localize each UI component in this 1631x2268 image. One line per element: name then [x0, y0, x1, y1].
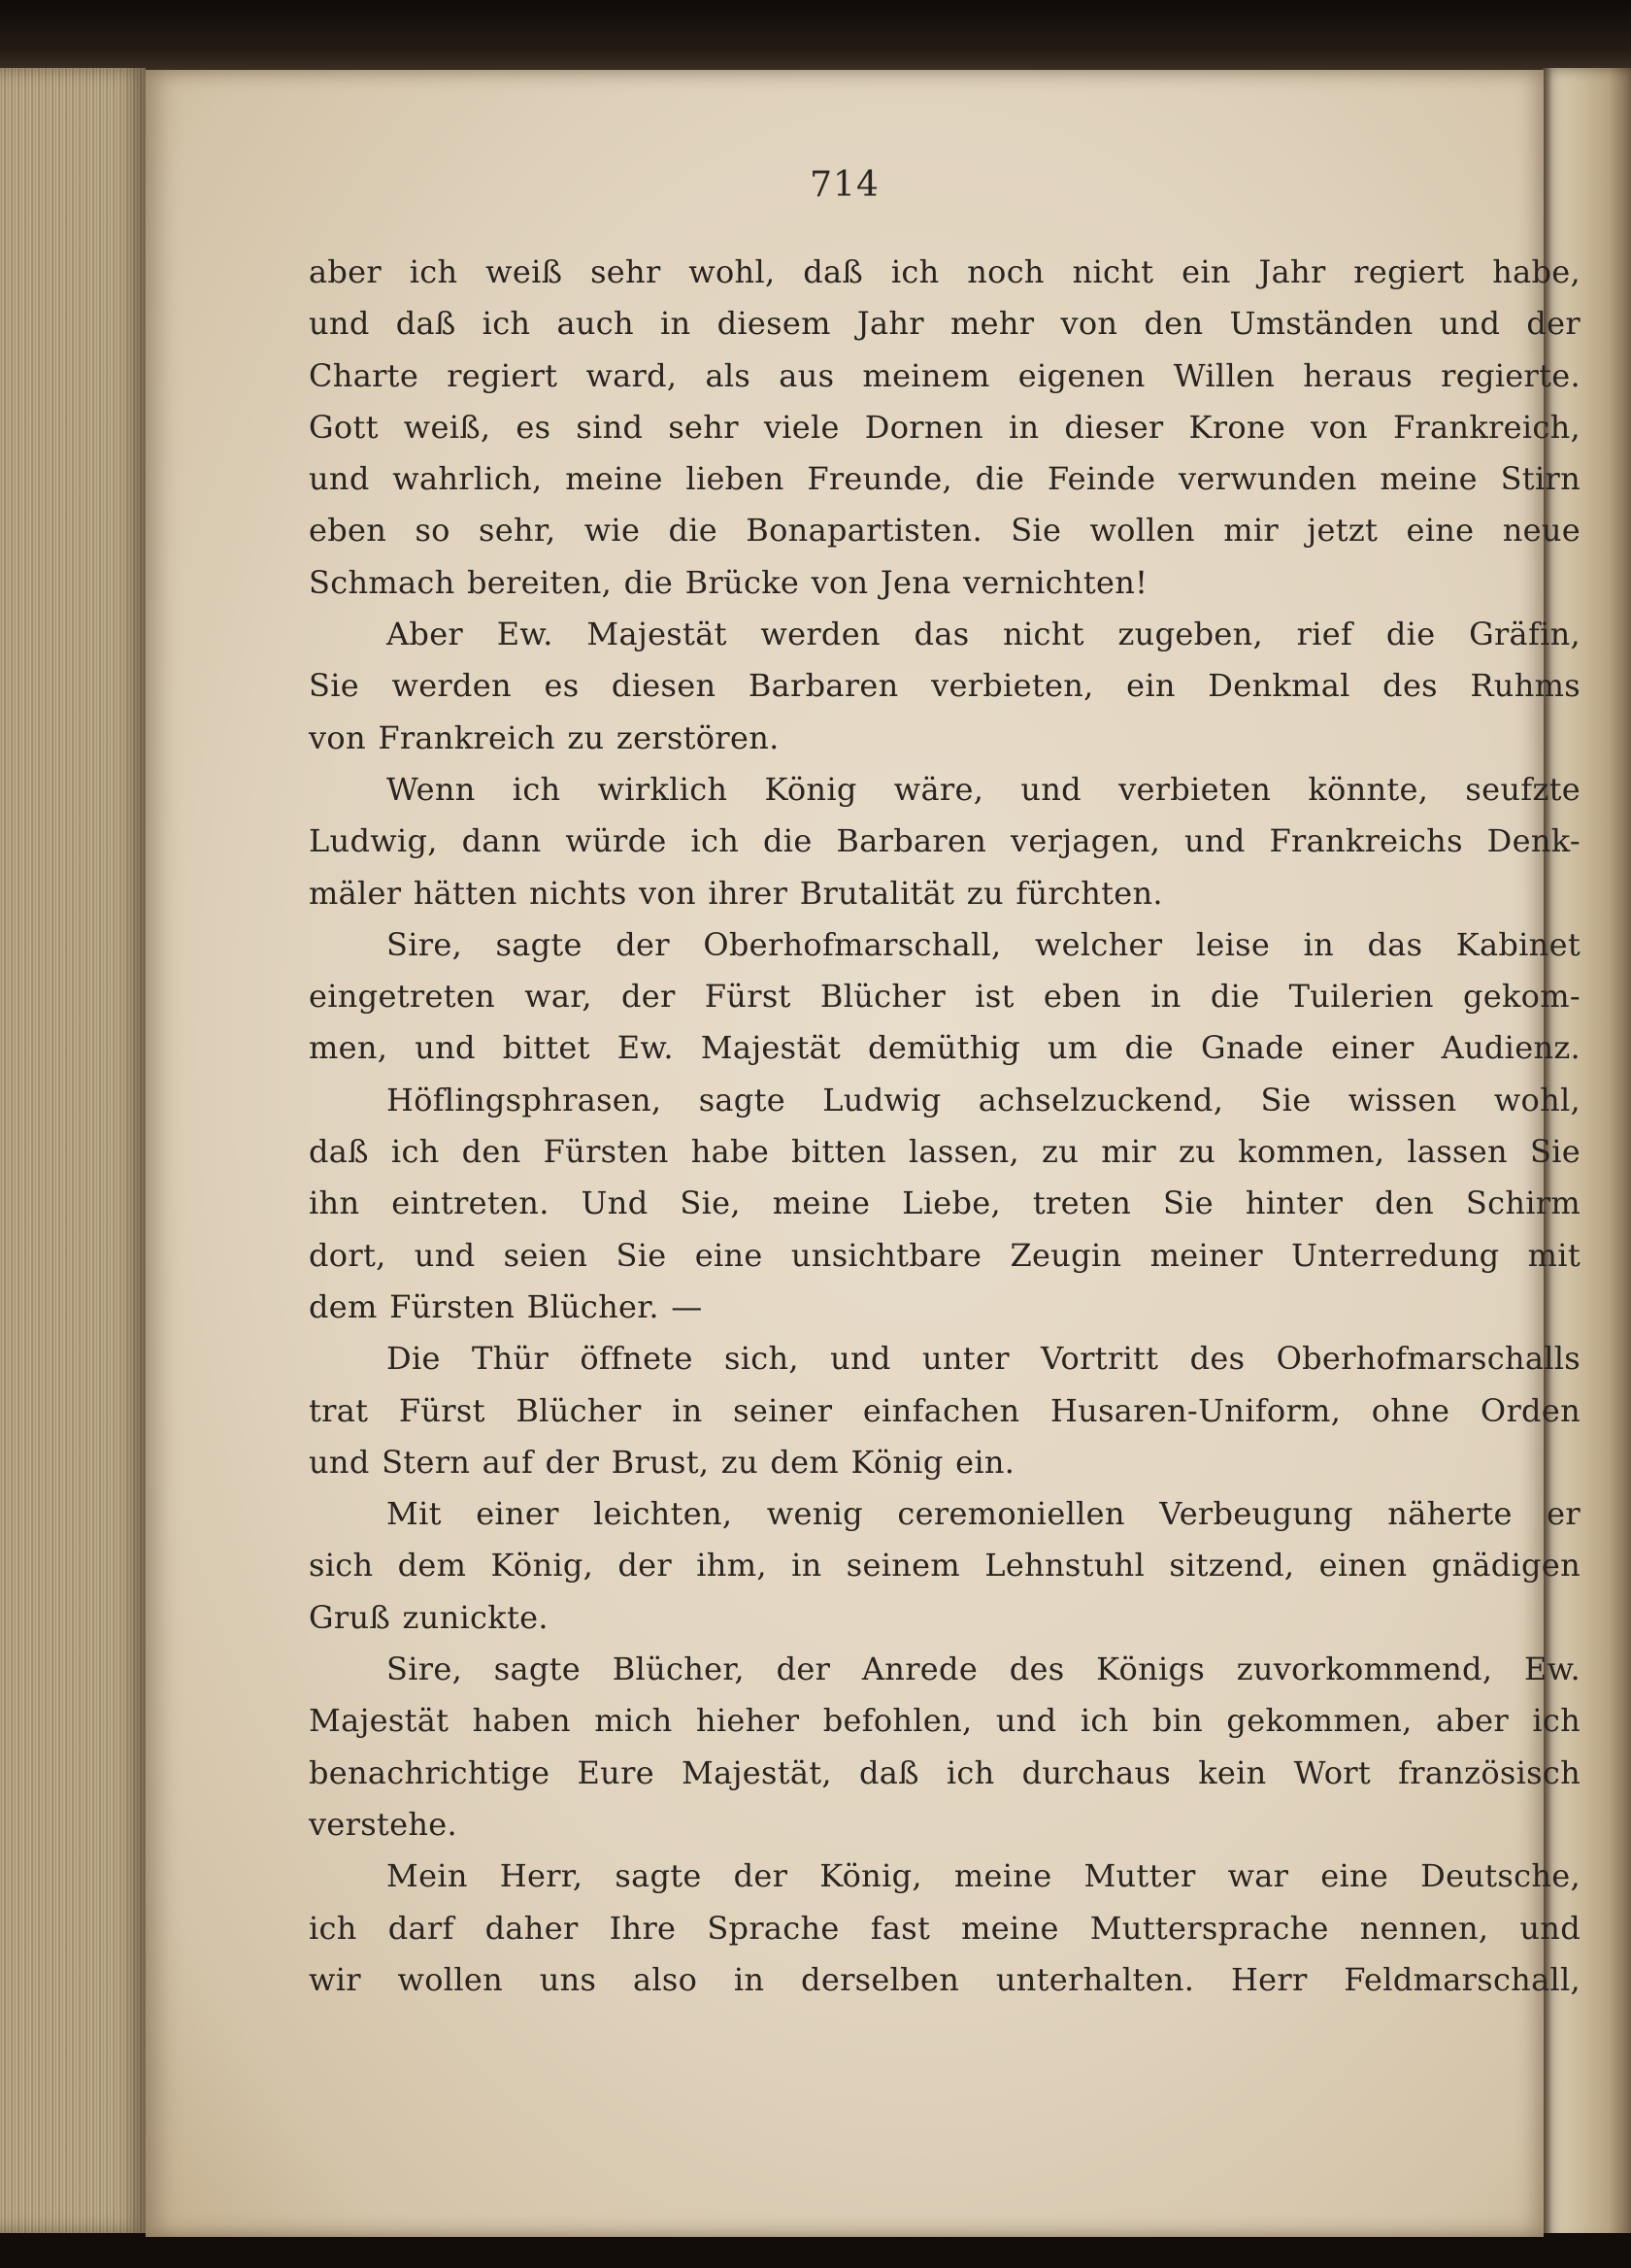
text-line: eingetreten war, der Fürst Blücher ist eben in die Tuilerien gekom-: [309, 978, 1581, 1016]
text-line: mäler hätten nichts von ihrer Brutalität zu fürchten.: [309, 874, 1163, 912]
book-page: [146, 70, 1581, 2237]
text-line: und wahrlich, meine lieben Freunde, die Feinde verwunden meine Stirn: [309, 460, 1581, 498]
text-line: und Stern auf der Brust, zu dem König ein.: [309, 1443, 1015, 1481]
text-line: Ludwig, dann würde ich die Barbaren verjagen, und Frankreichs Denk-: [309, 822, 1581, 860]
text-line: benachrichtige Eure Majestät, daß ich durchaus kein Wort französisch: [309, 1753, 1581, 1791]
text-line: Sire, sagte der Oberhofmarschall, welcher leise in das Kabinet: [386, 925, 1581, 963]
text-line: Gott weiß, es sind sehr viele Dornen in dieser Krone von Frankreich,: [309, 408, 1581, 446]
page-number: 714: [810, 165, 880, 205]
text-line: ihn eintreten. Und Sie, meine Liebe, treten Sie hinter den Schirm: [309, 1184, 1581, 1222]
text-line: Mit einer leichten, wenig ceremoniellen Verbeugung näherte er: [386, 1495, 1581, 1533]
text-line: wir wollen uns also in derselben unterhalten. Herr Feldmarschall,: [309, 1960, 1581, 1998]
text-line: trat Fürst Blücher in seiner einfachen Husaren-Uniform, ohne Orden: [309, 1391, 1581, 1429]
text-line: Charte regiert ward, als aus meinem eigenen Willen heraus regierte.: [309, 356, 1581, 394]
text-line: Höflingsphrasen, sagte Ludwig achselzuckend, Sie wissen wohl,: [386, 1081, 1581, 1118]
text-line: Wenn ich wirklich König wäre, und verbieten könnte, seufzte: [386, 770, 1581, 808]
text-line: sich dem König, der ihm, in seinem Lehnstuhl sitzend, einen gnädigen: [309, 1547, 1581, 1584]
text-line: Majestät haben mich hieher befohlen, und ich bin gekommen, aber ich: [309, 1702, 1581, 1740]
book-cover-top: [0, 0, 1631, 70]
text-line: verstehe.: [309, 1805, 457, 1843]
text-line: Sire, sagte Blücher, der Anrede des Königs zuvorkommend, Ew.: [386, 1651, 1581, 1688]
text-line: men, und bittet Ew. Majestät demüthig um die Gnade einer Audienz.: [309, 1029, 1581, 1067]
text-line: und daß ich auch in diesem Jahr mehr von den Umständen und der: [309, 305, 1581, 343]
text-line: Mein Herr, sagte der König, meine Mutter war eine Deutsche,: [386, 1857, 1581, 1895]
text-line: von Frankreich zu zerstören.: [309, 718, 780, 756]
page-stack-edge: [0, 68, 146, 2233]
text-line: Schmach bereiten, die Brücke von Jena vernichten!: [309, 563, 1148, 601]
text-line: aber ich weiß sehr wohl, daß ich noch nicht ein Jahr regiert habe,: [309, 253, 1581, 290]
text-line: Gruß zunickte.: [309, 1598, 549, 1636]
page-body: [309, 247, 1581, 2006]
text-line: dem Fürsten Blücher. —: [309, 1287, 703, 1325]
text-line: Die Thür öffnete sich, und unter Vortritt des Oberhofmarschalls: [386, 1340, 1581, 1378]
text-line: Aber Ew. Majestät werden das nicht zugeben, rief die Gräfin,: [386, 616, 1581, 653]
book-cover-bottom: [0, 2233, 1631, 2268]
text-line: dort, und seien Sie eine unsichtbare Zeugin meiner Unterredung mit: [309, 1236, 1581, 1274]
text-line: ich darf daher Ihre Sprache fast meine Muttersprache nennen, und: [309, 1909, 1581, 1947]
text-line: Sie werden es diesen Barbaren verbieten, ein Denkmal des Ruhms: [309, 667, 1581, 705]
text-line: eben so sehr, wie die Bonapartisten. Sie wollen mir jetzt eine neue: [309, 512, 1581, 550]
text-line: daß ich den Fürsten habe bitten lassen, zu mir zu kommen, lassen Sie: [309, 1133, 1581, 1171]
